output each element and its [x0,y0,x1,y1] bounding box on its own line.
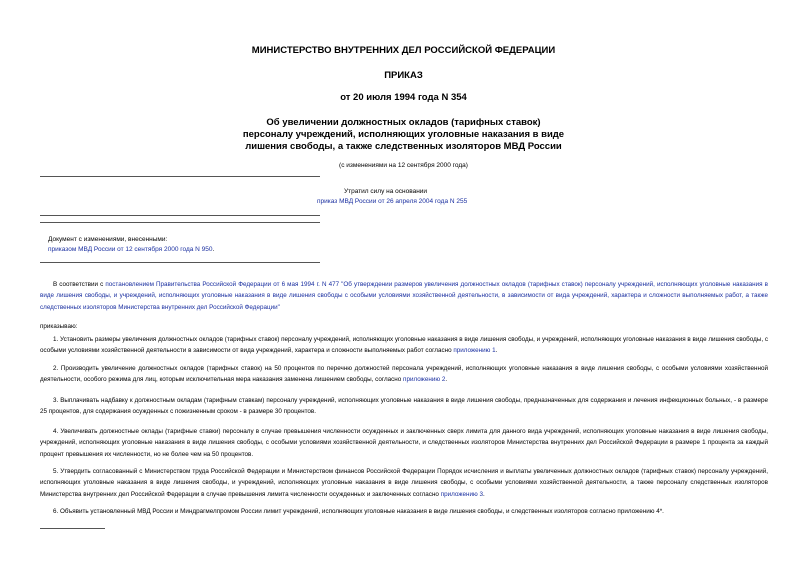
status-label: Утратил силу на основании [344,188,428,195]
title-line-1: Об увеличении должностных окладов (тарифных ставок) [266,117,541,128]
item-2-tail: . [445,376,448,384]
divider-rule [40,215,320,216]
divider-rule [40,176,320,177]
item-1-tail: . [495,347,498,355]
item-1-paragraph [40,334,768,357]
title-line-3: лишения свободы, а также следственных изоляторов МВД России [245,141,562,152]
preamble-paragraph [40,279,768,313]
item-4-paragraph [40,426,768,460]
item-6-paragraph [40,506,768,517]
changes-line [48,246,214,253]
preamble-prefix: В соответствии с [53,281,106,288]
changes-label: Документ с изменениями, внесенными: [48,236,168,243]
orders-label: приказываю: [40,323,78,330]
item-3-text: 3. Выплачивать надбавку к должностным окладам (тарифным ставкам) персоналу учреждений, исполняющих уголовные наказания в виде лишения свободы, предназначенных для содержания и лечения инфекционных больных, - в размере 25 процентов, для содержания осужденных с пожизненным сроком - в размере 30 процентов. [40,397,768,416]
item-3-paragraph [40,395,768,418]
item-5-paragraph [40,466,768,500]
appendix-1-link[interactable]: приложению 1 [453,347,496,355]
document-date: от 20 июля 1994 года N 354 [340,92,467,103]
appendix-2-link[interactable]: приложению 2 [403,376,446,384]
item-4-text: 4. Увеличивать должностные оклады (тарифные ставки) персоналу в случае превышения численности осужденных и заключенных сверх лимита для данного вида учреждений, исполняющих уголовные наказания в виде лишения свободы, учреждений, исполняющих уголовные наказания в виде лишения свободы, с особыми условиями хозяйственной деятельности, и следственных изоляторов Министерства внутренних дел Российской Федерации в размере 1 процента за каждый процент превышения их численности, но не более чем на 50 процентов. [40,428,768,458]
ministry-heading: МИНИСТЕРСТВО ВНУТРЕННИХ ДЕЛ РОССИЙСКОЙ ФЕДЕРАЦИИ [251,45,556,56]
item-5-text: 5. Утвердить согласованный с Министерством труда Российской Федерации и Министерством финансов Российской Федерации Порядок исчисления и выплаты увеличенных должностных окладов (тарифных ставок) персоналу учреждений, исполняющих уголовные наказания в виде лишения свободы, и учреждений, исполняющих уголовные наказания в виде лишения свободы, с особыми условиями хозяйственной деятельности, а также персоналу следственных изоляторов Министерства внутренних дел Российской Федерации в случае превышения лимита численности осужденных и заключенных согласно [40,468,768,498]
item-5-tail: . [482,490,485,498]
divider-rule [40,262,320,263]
item-2-text: 2. Производить увеличение должностных окладов (тарифных ставок) на 50 процентов по перечню должностей персонала учреждений, исполняющих уголовные наказания в виде лишения свободы, с особыми условиями хозяйственной деятельности, особого режима для лиц, которым исключительная мера наказания заменена лишением свободы, согласно [40,365,768,384]
item-2-paragraph [40,363,768,386]
changes-tail: . [212,246,215,253]
document-type: ПРИКАЗ [384,70,423,81]
amendment-note: (с изменениями на 12 сентября 2000 года) [339,162,468,169]
changes-link[interactable]: приказом МВД России от 12 сентября 2000 года N 950 [48,246,213,253]
footnote-rule [40,528,105,529]
item-6-text: 6. Объявить установленный МВД России и Миндрагмелпромом России лимит учреждений, исполняющих уголовные наказания в виде лишения свободы, и следственных изоляторов согласно приложению 4*. [53,508,664,515]
title-line-2: персоналу учреждений, исполняющих уголовные наказания в виде [242,129,565,140]
divider-rule [40,222,320,223]
appendix-3-link[interactable]: приложению 3 [440,490,483,498]
resolution-link[interactable]: постановлением Правительства Российской Федерации от 6 мая 1994 г. N 477 "Об утверждении размеров увеличения должностных окладов (тарифных ставок) персоналу учреждений, исполняющих уголовные наказания в виде лишения свободы, и учреждений, исполняющих уголовные наказания в виде лишения свободы с особыми условиями хозяйственной деятельности, в зависимости от вида учреждений, характера и сложности выполняемых работ, а также следственных изоляторов Министерства внутренних дел Российской Федерации" [40,281,769,311]
item-1-text: 1. Установить размеры увеличения должностных окладов (тарифных ставок) персоналу учреждений, исполняющих уголовные наказания в виде лишения свободы, и учреждений, исполняющих уголовные наказания в виде лишения свободы, с особыми условиями хозяйственной деятельности в зависимости от вида учреждений, характера и сложности выполняемых работ согласно [40,336,768,355]
status-link[interactable]: приказ МВД России от 26 апреля 2004 года N 255 [317,198,468,205]
